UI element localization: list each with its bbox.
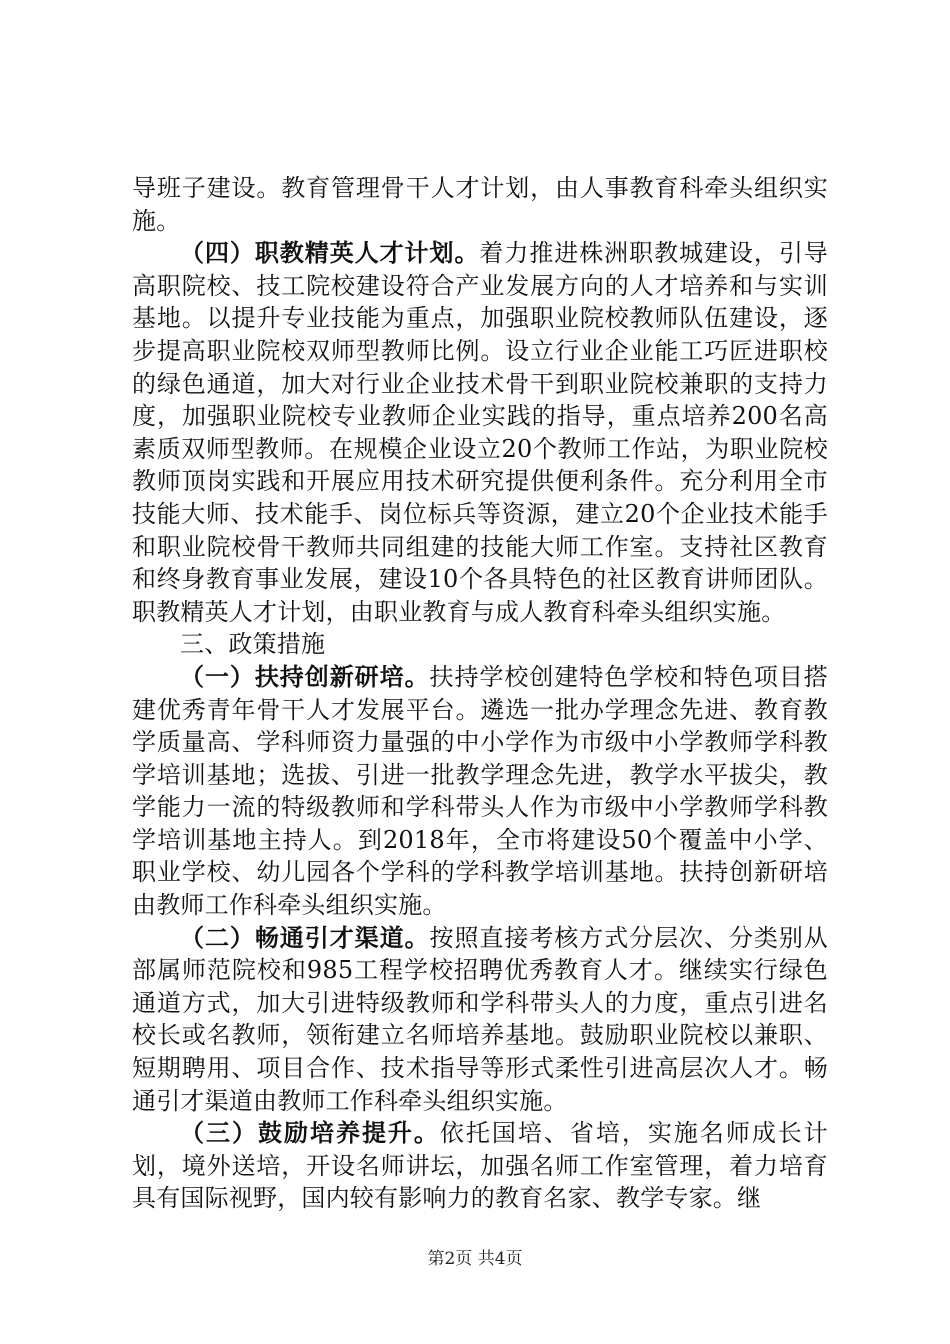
paragraph-1-text: 导班子建设。教育管理骨干人才计划，由人事教育科牵头组织实施。 bbox=[132, 174, 828, 235]
paragraph-talent-channels-text: 按照直接考核方式分层次、分类别从部属师范院校和985工程学校招聘优秀教育人才。继续实行绿色通道方式，加大引进特级教师和学科带头人的力度，重点引进名校长或名教师，领衔建立名师培养基地。鼓励职业院校以兼职、短期聘用、项目合作、技术指导等形式柔性引进高层次人才。畅通引才渠道由教师工作科牵头组织实施。 bbox=[132, 923, 829, 1115]
paragraph-encourage-training-text: 依托国培、省培，实施名师成长计划，境外送培，开设名师讲坛，加强名师工作室管理，着力培育具有国际视野，国内较有影响力的教育名家、教学专家。继 bbox=[132, 1119, 829, 1213]
paragraph-talent-channels bbox=[132, 922, 828, 1118]
paragraph-talent-channels-lead: （二）畅通引才渠道。 bbox=[180, 922, 430, 952]
paragraph-support-innovation bbox=[132, 661, 828, 922]
document-body bbox=[132, 172, 828, 1215]
paragraph-1 bbox=[132, 172, 828, 237]
paragraph-vocational-elite bbox=[132, 237, 828, 628]
paragraph-encourage-training bbox=[132, 1117, 828, 1215]
section-heading-policy: 三、政策措施 bbox=[180, 630, 326, 659]
paragraph-support-innovation-lead: （一）扶持创新研培。 bbox=[180, 661, 430, 691]
paragraph-encourage-training-lead: （三）鼓励培养提升。 bbox=[180, 1118, 440, 1148]
paragraph-support-innovation-text: 扶持学校创建特色学校和特色项目搭建优秀青年骨干人才发展平台。遴选一批办学理念先进、教育教学质量高、学科师资力量强的中小学作为市级中小学教师学科教学培训基地；选拔、引进一批教学理念先进，教学水平拔尖，教学能力一流的特级教师和学科带头人作为市级中小学教师学科教学培训基地主持人。到2018年，全市将建设50个覆盖中小学、职业学校、幼儿园各个学科的学科教学培训基地。扶持创新研培由教师工作科牵头组织实施。 bbox=[132, 662, 829, 920]
paragraph-vocational-elite-lead: （四）职教精英人才计划。 bbox=[180, 238, 480, 268]
page-number-footer: 第2页 共4页 bbox=[427, 1249, 523, 1269]
paragraph-vocational-elite-text: 着力推进株洲职教城建设，引导高职院校、技工院校建设符合产业发展方向的人才培养和与实训基地。以提升专业技能为重点，加强职业院校教师队伍建设，逐步提高职业院校双师型教师比例。设立行业企业能工巧匠进职校的绿色通道，加大对行业企业技术骨干到职业院校兼职的支持力度，加强职业院校专业教师企业实践的指导，重点培养200名高素质双师型教师。在规模企业设立20个教师工作站，为职业院校教师顶岗实践和开展应用技术研究提供便利条件。充分利用全市技能大师、技术能手、岗位标兵等资源，建立20个企业技术能手和职业院校骨干教师共同组建的技能大师工作室。支持社区教育和终身教育事业发展，建设10个各具特色的社区教育讲师团队。职教精英人才计划，由职业教育与成人教育科牵头组织实施。 bbox=[132, 239, 828, 626]
